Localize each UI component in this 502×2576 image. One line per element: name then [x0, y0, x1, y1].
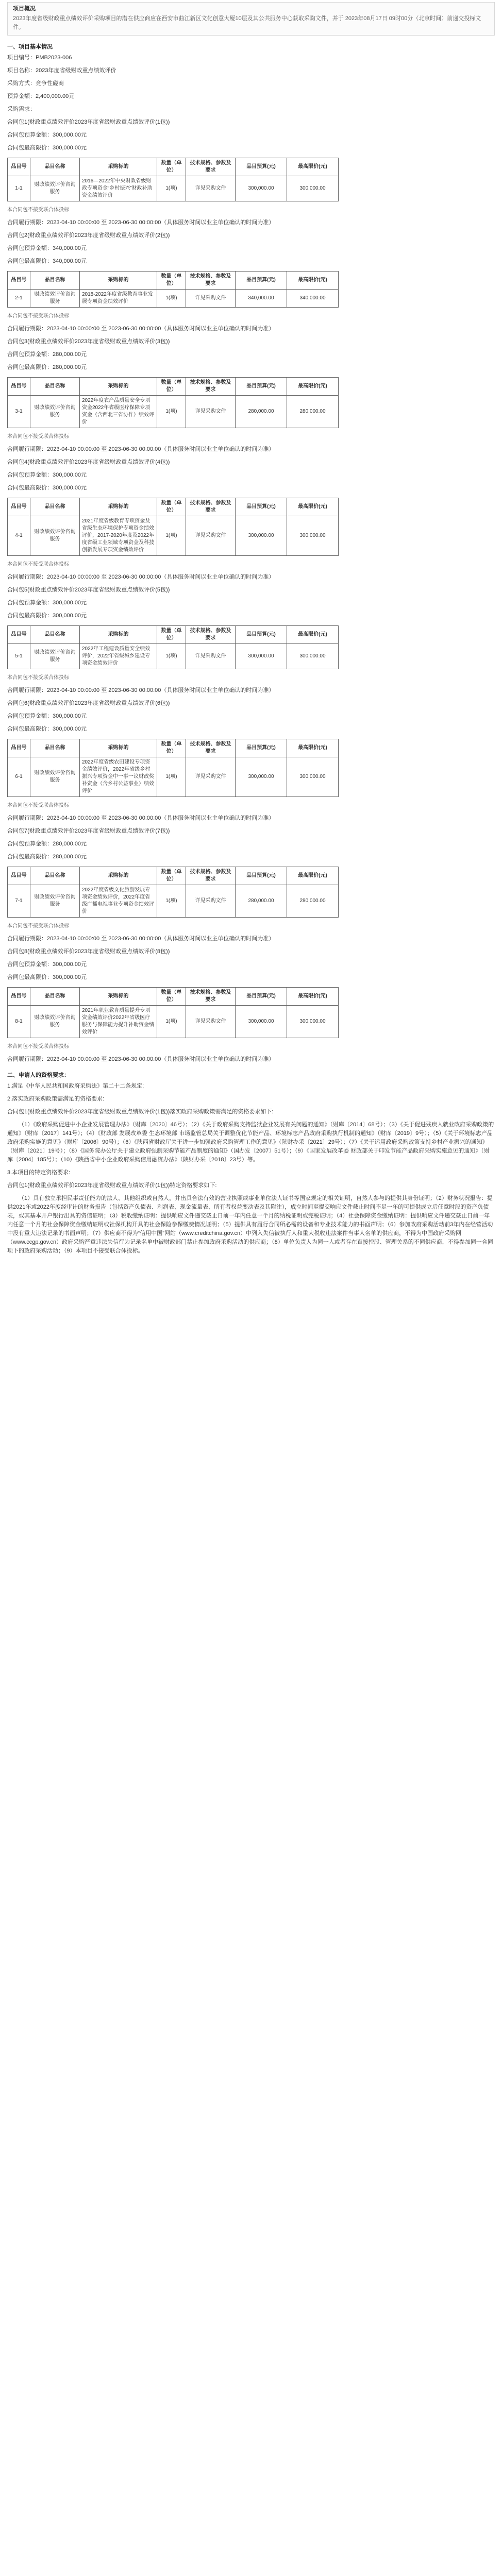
quantity-cell: 1(项)	[157, 516, 186, 556]
column-header: 品目名称	[30, 988, 80, 1006]
project-name: 项目名称：2023年度省级财政重点绩效评价	[7, 67, 116, 74]
max-price-cell: 300,000.00	[287, 176, 339, 201]
column-header: 最高限价(元)	[287, 158, 339, 176]
column-header: 品目号	[8, 378, 30, 396]
package-max-price: 合同包最高限价：340,000.00元	[7, 258, 87, 264]
table-header-row	[8, 498, 339, 516]
contract-period: 合同履行期限：2023-04-10 00:00:00 至 2023-06-30 00:00:00（具体服务时间以业主单位确认的时间为准）	[7, 219, 275, 226]
max-price-cell: 300,000.00	[287, 644, 339, 669]
joint-bid-note: 本合同包不接受联合体投标	[7, 1044, 69, 1049]
contract-period: 合同履行期限：2023-04-10 00:00:00 至 2023-06-30 00:00:00（具体服务时间以业主单位确认的时间为准）	[7, 446, 275, 452]
package-budget: 合同包预算金额：300,000.00元	[7, 600, 87, 606]
item-no-cell: 7-1	[8, 885, 30, 918]
target-cell: 2022年工程建设质量安全绩效评价，2022年省级城乡建设专项资金绩效评价	[80, 644, 157, 669]
column-header: 品目预算(元)	[236, 867, 287, 885]
contract-package	[7, 947, 495, 1064]
package-max-price: 合同包最高限价：300,000.00元	[7, 613, 87, 619]
package-max-price: 合同包最高限价：300,000.00元	[7, 485, 87, 491]
max-price-cell: 280,000.00	[287, 396, 339, 428]
item-name-cell: 财政绩效评价咨询服务	[30, 885, 80, 918]
joint-bid-note: 本合同包不接受联合体投标	[7, 675, 69, 681]
contract-period: 合同履行期限：2023-04-10 00:00:00 至 2023-06-30 00:00:00（具体服务时间以业主单位确认的时间为准）	[7, 815, 275, 821]
spec-cell: 详见采购文件	[186, 885, 236, 918]
item-name-cell: 财政绩效评价咨询服务	[30, 644, 80, 669]
package-budget: 合同包预算金额：300,000.00元	[7, 961, 87, 968]
column-header: 数量（单位）	[157, 272, 186, 290]
procurement-table	[7, 739, 339, 797]
target-cell: 2022年度省级文化旅游发展专项资金绩效评价，2022年度省级广播电视事业专项资金绩效评价	[80, 885, 157, 918]
spec-cell: 详见采购文件	[186, 1006, 236, 1038]
column-header: 采购标的	[80, 867, 157, 885]
budget-amount: 预算金额：2,400,000.00元	[7, 93, 75, 99]
requirements-heading: 二、申请人的资格要求：	[7, 1072, 70, 1078]
announcement-page	[0, 0, 502, 1265]
column-header: 采购标的	[80, 498, 157, 516]
joint-bid-note: 本合同包不接受联合体投标	[7, 434, 69, 439]
item-budget-cell: 300,000.00	[236, 176, 287, 201]
column-header: 最高限价(元)	[287, 272, 339, 290]
column-header: 品目预算(元)	[236, 378, 287, 396]
column-header: 技术规格、参数及要求	[186, 988, 236, 1006]
lots-container	[7, 118, 495, 1064]
column-header: 数量（单位）	[157, 498, 186, 516]
column-header: 采购标的	[80, 272, 157, 290]
max-price-cell: 300,000.00	[287, 757, 339, 797]
package-budget: 合同包预算金额：300,000.00元	[7, 132, 87, 138]
table-header-row	[8, 867, 339, 885]
quantity-cell: 1(项)	[157, 644, 186, 669]
column-header: 品目预算(元)	[236, 739, 287, 757]
table-header-row	[8, 158, 339, 176]
item-budget-cell: 300,000.00	[236, 644, 287, 669]
package-label: 合同包4(财政重点绩效评价2023年度省级财政重点绩效评价(4包))	[7, 459, 170, 465]
package-budget: 合同包预算金额：300,000.00元	[7, 472, 87, 478]
quantity-cell: 1(项)	[157, 290, 186, 308]
item-budget-cell: 280,000.00	[236, 885, 287, 918]
table-header-row	[8, 988, 339, 1006]
table-header-row	[8, 272, 339, 290]
quantity-cell: 1(项)	[157, 757, 186, 797]
column-header: 品目名称	[30, 158, 80, 176]
project-number: 项目编号：PMB2023-006	[7, 55, 72, 61]
column-header: 品目号	[8, 498, 30, 516]
column-header: 数量（单位）	[157, 867, 186, 885]
package-label: 合同包3(财政重点绩效评价2023年度省级财政重点绩效评价(3包))	[7, 338, 170, 345]
target-cell: 2021年职业教育质量提升专项资金绩效评价2022年省级医疗服务与保障能力提升补助资金绩效评价	[80, 1006, 157, 1038]
joint-bid-note: 本合同包不接受联合体投标	[7, 803, 69, 808]
special-requirement: 3.本项目的特定资格要求:	[7, 1170, 71, 1176]
contract-period: 合同履行期限：2023-04-10 00:00:00 至 2023-06-30 00:00:00（具体服务时间以业主单位确认的时间为准）	[7, 574, 275, 580]
spec-cell: 详见采购文件	[186, 516, 236, 556]
item-name-cell: 财政绩效评价咨询服务	[30, 516, 80, 556]
item-no-cell: 5-1	[8, 644, 30, 669]
column-header: 品目号	[8, 867, 30, 885]
item-name-cell: 财政绩效评价咨询服务	[30, 1006, 80, 1038]
column-header: 数量（单位）	[157, 158, 186, 176]
contract-period: 合同履行期限：2023-04-10 00:00:00 至 2023-06-30 00:00:00（具体服务时间以业主单位确认的时间为准）	[7, 936, 275, 942]
column-header: 品目号	[8, 739, 30, 757]
column-header: 技术规格、参数及要求	[186, 626, 236, 644]
quantity-cell: 1(项)	[157, 176, 186, 201]
column-header: 技术规格、参数及要求	[186, 739, 236, 757]
contract-period: 合同履行期限：2023-04-10 00:00:00 至 2023-06-30 00:00:00（具体服务时间以业主单位确认的时间为准）	[7, 687, 275, 693]
package-budget: 合同包预算金额：280,000.00元	[7, 841, 87, 847]
contract-period: 合同履行期限：2023-04-10 00:00:00 至 2023-06-30 00:00:00（具体服务时间以业主单位确认的时间为准）	[7, 326, 275, 332]
spec-cell: 详见采购文件	[186, 757, 236, 797]
table-row	[8, 1006, 339, 1038]
spec-cell: 详见采购文件	[186, 396, 236, 428]
column-header: 品目预算(元)	[236, 158, 287, 176]
column-header: 技术规格、参数及要求	[186, 378, 236, 396]
column-header: 品目号	[8, 158, 30, 176]
package-label: 合同包6(财政重点绩效评价2023年度省级财政重点绩效评价(6包))	[7, 700, 170, 706]
column-header: 最高限价(元)	[287, 867, 339, 885]
column-header: 最高限价(元)	[287, 498, 339, 516]
package-label: 合同包5(财政重点绩效评价2023年度省级财政重点绩效评价(5包))	[7, 587, 170, 593]
procurement-table	[7, 377, 339, 428]
table-header-row	[8, 739, 339, 757]
item-budget-cell: 300,000.00	[236, 1006, 287, 1038]
item-no-cell: 6-1	[8, 757, 30, 797]
item-budget-cell: 300,000.00	[236, 516, 287, 556]
column-header: 品目号	[8, 272, 30, 290]
spec-cell: 详见采购文件	[186, 290, 236, 308]
column-header: 技术规格、参数及要求	[186, 498, 236, 516]
column-header: 品目名称	[30, 867, 80, 885]
spec-cell: 详见采购文件	[186, 644, 236, 669]
contract-package	[7, 458, 495, 582]
special-detail: （1）具有独立承担民事责任能力的法人、其他组织或自然人，并出具合法有效的营业执照或事业单位法人证书等国家规定的相关证明，自然人参与的提供其身份证明；（2）财务状况报告：提供2021年或2022年度经审计的财务报告（包括资产负债表、利润表、现金流量表、所有者权益变动表及其附注），成立时间至提交响应文件截止时间不足一年的可提供成立后任意时段的资产负债表，或其基本开户银行出具的资信证明；（3）税收缴纳证明：提供响应文件递交截止日前一年内任意一个月的纳税证明或完税证明；（4）社会保障资金缴纳证明：提供响应文件递交截止日前一年内任意一个月的社会保障资金缴纳证明或社保机构开具的社会保险参保缴费情况证明；（5）提供具有履行合同所必需的设备和专业技术能力的书面声明；（6）参加政府采购活动前3年内在经营活动中没有重大违法记录的书面声明；（7）供应商不得为“信用中国”网站（www.creditchina.gov.cn）中列入失信被执行人和重大税收违法案件当事人名单的供应商，不得为中国政府采购网（www.ccgp.gov.cn）政府采购严重违法失信行为记录名单中被财政部门禁止参加政府采购活动的供应商；（8）单位负责人为同一人或者存在直接控股、管理关系的不同供应商，不得参加同一合同项下的政府采购活动；（9）本项目不接受联合体投标。	[7, 1195, 493, 1254]
procurement-method: 采购方式：竞争性磋商	[7, 80, 64, 87]
table-header-row	[8, 378, 339, 396]
item-budget-cell: 340,000.00	[236, 290, 287, 308]
column-header: 品目名称	[30, 272, 80, 290]
contract-package	[7, 827, 495, 943]
item-no-cell: 2-1	[8, 290, 30, 308]
package-budget: 合同包预算金额：340,000.00元	[7, 245, 87, 251]
procurement-table	[7, 987, 339, 1038]
package-label: 合同包8(财政重点绩效评价2023年度省级财政重点绩效评价(8包))	[7, 948, 170, 955]
summary-text: 2023年度省级财政重点绩效评价采购项目的潜在供应商应在西安市曲江新区文化创意大厦10层及其公共服务中心获取采购文件，并于 2023年08月17日 09时00分（北京时间）前递交投标文件。	[13, 15, 481, 30]
target-cell: 2018-2022年度省级教育事业发展专项资金绩效评价	[80, 290, 157, 308]
table-row	[8, 516, 339, 556]
table-row	[8, 290, 339, 308]
column-header: 最高限价(元)	[287, 739, 339, 757]
joint-bid-note: 本合同包不接受联合体投标	[7, 207, 69, 213]
project-summary	[7, 2, 495, 36]
column-header: 采购标的	[80, 739, 157, 757]
max-price-cell: 300,000.00	[287, 516, 339, 556]
joint-bid-note: 本合同包不接受联合体投标	[7, 313, 69, 319]
contract-period: 合同履行期限：2023-04-10 00:00:00 至 2023-06-30 00:00:00（具体服务时间以业主单位确认的时间为准）	[7, 1056, 275, 1062]
special-lot-label: 合同包1(财政重点绩效评价2023年度省级财政重点绩效评价(1包))特定资格要求如下:	[7, 1182, 217, 1189]
package-max-price: 合同包最高限价：300,000.00元	[7, 974, 87, 980]
column-header: 采购标的	[80, 158, 157, 176]
column-header: 品目名称	[30, 739, 80, 757]
column-header: 品目预算(元)	[236, 272, 287, 290]
item-no-cell: 1-1	[8, 176, 30, 201]
target-cell: 2022年度省级农田建设专项资金绩效评价，2022年省级乡村振兴专项资金中一事一议财政奖补资金（含乡村公益事业）绩效评价	[80, 757, 157, 797]
contract-package	[7, 699, 495, 823]
contract-package	[7, 118, 495, 227]
quantity-cell: 1(项)	[157, 885, 186, 918]
item-budget-cell: 300,000.00	[236, 757, 287, 797]
max-price-cell: 300,000.00	[287, 1006, 339, 1038]
table-row	[8, 644, 339, 669]
item-name-cell: 财政绩效评价咨询服务	[30, 396, 80, 428]
procurement-table	[7, 498, 339, 556]
column-header: 品目号	[8, 988, 30, 1006]
column-header: 品目预算(元)	[236, 498, 287, 516]
policy-lot-label: 合同包1(财政重点绩效评价2023年度省级财政重点绩效评价(1包))落实政府采购政策需满足的资格要求如下:	[7, 1109, 274, 1115]
procurement-demand-label: 采购需求：	[7, 106, 36, 112]
column-header: 最高限价(元)	[287, 626, 339, 644]
column-header: 最高限价(元)	[287, 988, 339, 1006]
column-header: 品目名称	[30, 378, 80, 396]
spec-cell: 详见采购文件	[186, 176, 236, 201]
column-header: 采购标的	[80, 378, 157, 396]
column-header: 数量（单位）	[157, 988, 186, 1006]
column-header: 数量（单位）	[157, 378, 186, 396]
law-requirement: 1.满足《中华人民共和国政府采购法》第二十二条规定;	[7, 1083, 144, 1089]
item-name-cell: 财政绩效评价咨询服务	[30, 757, 80, 797]
column-header: 品目预算(元)	[236, 626, 287, 644]
table-row	[8, 885, 339, 918]
package-label: 合同包2(财政重点绩效评价2023年度省级财政重点绩效评价(2包))	[7, 232, 170, 239]
table-row	[8, 396, 339, 428]
policy-requirement: 2.落实政府采购政策需满足的资格要求:	[7, 1096, 105, 1102]
contract-package	[7, 586, 495, 695]
item-no-cell: 3-1	[8, 396, 30, 428]
column-header: 技术规格、参数及要求	[186, 867, 236, 885]
column-header: 品目名称	[30, 498, 80, 516]
policy-detail: （1）《政府采购促进中小企业发展管理办法》（财库〔2020〕46号）；（2）《关于政府采购支持监狱企业发展有关问题的通知》（财库〔2014〕68号）；（3）《关于促进残疾人就业政府采购政策的通知》（财库〔2017〕141号）；（4）《财政部 发展改革委 生态环境部 市场监管总局关于调整优化节能产品、环境标志产品政府采购执行机制的通知》（财库〔2019〕9号）；（5）《关于环境标志产品政府采购实施的意见》（财库〔2006〕90号）；（6）《陕西省财政厅关于进一步加强政府采购管理工作的意见》（陕财办采〔2021〕29号）；（7）《关于运用政府采购政策支持乡村产业振兴的通知》（财库〔2021〕19号）；（8）《国务院办公厅关于建立政府强制采购节能产品制度的通知》（国办发〔2007〕51号）；（9）《国家发展改革委 财政部关于印发节能产品政府采购实施意见的通知》（财库〔2004〕185号）；（10）《陕西省中小企业政府采购信用融资办法》（陕财办采〔2018〕23号）等。	[7, 1122, 494, 1163]
column-header: 采购标的	[80, 626, 157, 644]
procurement-table	[7, 867, 339, 918]
item-budget-cell: 280,000.00	[236, 396, 287, 428]
procurement-table	[7, 271, 339, 308]
quantity-cell: 1(项)	[157, 396, 186, 428]
contract-package	[7, 231, 495, 333]
column-header: 最高限价(元)	[287, 378, 339, 396]
target-cell: 2021年度省级教育专项资金及省级生态环境保护专项资金绩效评价，2017-2020年度及2022年度省级工业领域专项资金及科技创新发展专项资金绩效评价	[80, 516, 157, 556]
column-header: 品目预算(元)	[236, 988, 287, 1006]
max-price-cell: 340,000.00	[287, 290, 339, 308]
joint-bid-note: 本合同包不接受联合体投标	[7, 923, 69, 929]
item-name-cell: 财政绩效评价咨询服务	[30, 290, 80, 308]
basic-info-heading: 一、项目基本情况	[7, 44, 53, 50]
target-cell: 2022年度农产品质量安全专项资金2022年省级医疗保障专项资金（含西北三省协作）绩效评价	[80, 396, 157, 428]
package-max-price: 合同包最高限价：300,000.00元	[7, 726, 87, 732]
package-label: 合同包7(财政重点绩效评价2023年度省级财政重点绩效评价(7包))	[7, 828, 170, 834]
item-no-cell: 4-1	[8, 516, 30, 556]
package-budget: 合同包预算金额：300,000.00元	[7, 713, 87, 719]
column-header: 技术规格、参数及要求	[186, 272, 236, 290]
package-max-price: 合同包最高限价：300,000.00元	[7, 145, 87, 151]
item-name-cell: 财政绩效评价咨询服务	[30, 176, 80, 201]
column-header: 采购标的	[80, 988, 157, 1006]
column-header: 数量（单位）	[157, 626, 186, 644]
table-row	[8, 176, 339, 201]
package-budget: 合同包预算金额：280,000.00元	[7, 351, 87, 358]
package-label: 合同包1(财政重点绩效评价2023年度省级财政重点绩效评价(1包))	[7, 119, 170, 125]
table-header-row	[8, 626, 339, 644]
package-max-price: 合同包最高限价：280,000.00元	[7, 854, 87, 860]
quantity-cell: 1(项)	[157, 1006, 186, 1038]
max-price-cell: 280,000.00	[287, 885, 339, 918]
procurement-table	[7, 625, 339, 669]
procurement-table	[7, 158, 339, 201]
target-cell: 2016—2022年中央财政省级财政专项资金“乡村振兴”财政补助资金绩效评价	[80, 176, 157, 201]
table-row	[8, 757, 339, 797]
item-no-cell: 8-1	[8, 1006, 30, 1038]
package-max-price: 合同包最高限价：280,000.00元	[7, 364, 87, 370]
contract-package	[7, 337, 495, 454]
column-header: 技术规格、参数及要求	[186, 158, 236, 176]
summary-title: 项目概况	[13, 6, 36, 12]
joint-bid-note: 本合同包不接受联合体投标	[7, 562, 69, 567]
column-header: 品目名称	[30, 626, 80, 644]
column-header: 数量（单位）	[157, 739, 186, 757]
column-header: 品目号	[8, 626, 30, 644]
